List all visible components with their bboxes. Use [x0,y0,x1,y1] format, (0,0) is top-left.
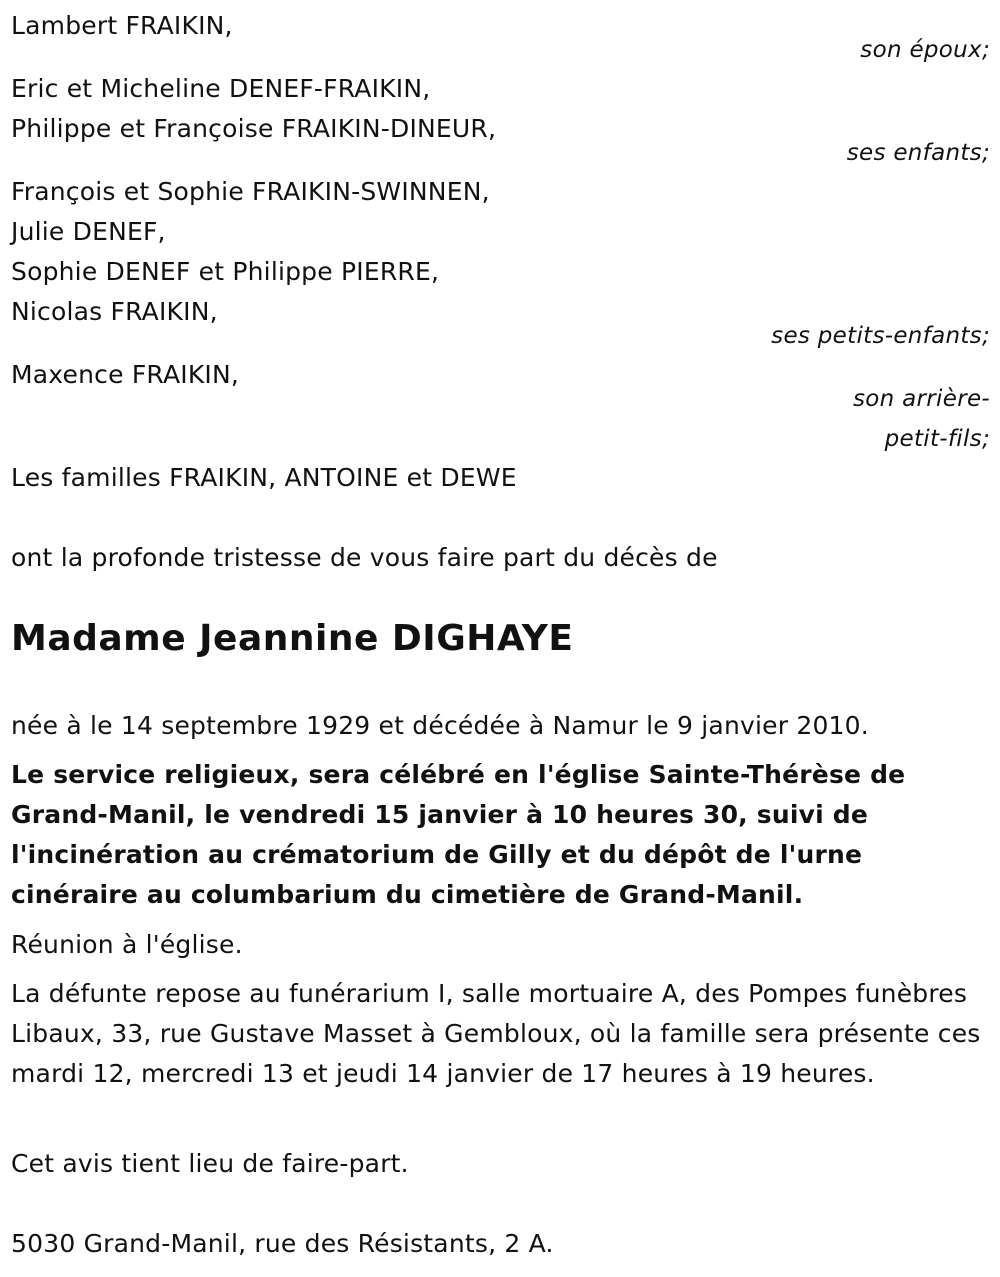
service-paragraph: Le service religieux, sera célébré en l'église Sainte-Thérèse de Grand-Manil, le vendredi 15 janvier à 10 heures 30, suivi de l'incinération au crématorium de Gilly et du dépôt de l'urne cinéraire au columbarium du cimetière de Grand-Manil. [11,760,906,909]
families-line: Les familles FRAIKIN, ANTOINE et DEWE [11,463,517,492]
family-member-name: François et Sophie FRAIKIN-SWINNEN, [11,177,490,206]
relation-grandchildren: ses petits-enfants; [771,323,990,349]
family-member-name: Nicolas FRAIKIN, [11,297,218,326]
family-member-name: Sophie DENEF et Philippe PIERRE, [11,257,440,286]
family-member-name: Maxence FRAIKIN, [11,360,240,389]
relation-children: ses enfants; [846,140,990,166]
deceased-name: Madame Jeannine DIGHAYE [11,618,574,659]
reunion-text: Réunion à l'église. [11,930,243,959]
notice-text: Cet avis tient lieu de faire-part. [11,1149,409,1178]
family-member-name: Philippe et Françoise FRAIKIN-DINEUR, [11,114,497,143]
family-member-name: Lambert FRAIKIN, [11,11,233,40]
family-member-name: Eric et Micheline DENEF-FRAIKIN, [11,74,431,103]
birth-death-text: née à le 14 septembre 1929 et décédée à Namur le 9 janvier 2010. [11,711,869,740]
relation-spouse: son époux; [860,37,990,63]
relation-great-grandson-line-1: son arrière- [853,386,990,412]
visitation-paragraph: La défunte repose au funérarium I, salle mortuaire A, des Pompes funèbres Libaux, 33, rue Gustave Masset à Gembloux, où la famille sera présente ces mardi 12, mercredi 13 et jeudi 14 janvier de 17 heures à 19 heures. [11,979,981,1088]
address-text: 5030 Grand-Manil, rue des Résistants, 2 A. [11,1229,554,1258]
family-member-name: Julie DENEF, [11,217,166,246]
announcement-text: ont la profonde tristesse de vous faire part du décès de [11,543,718,572]
relation-great-grandson-line-2: petit-fils; [884,426,990,452]
